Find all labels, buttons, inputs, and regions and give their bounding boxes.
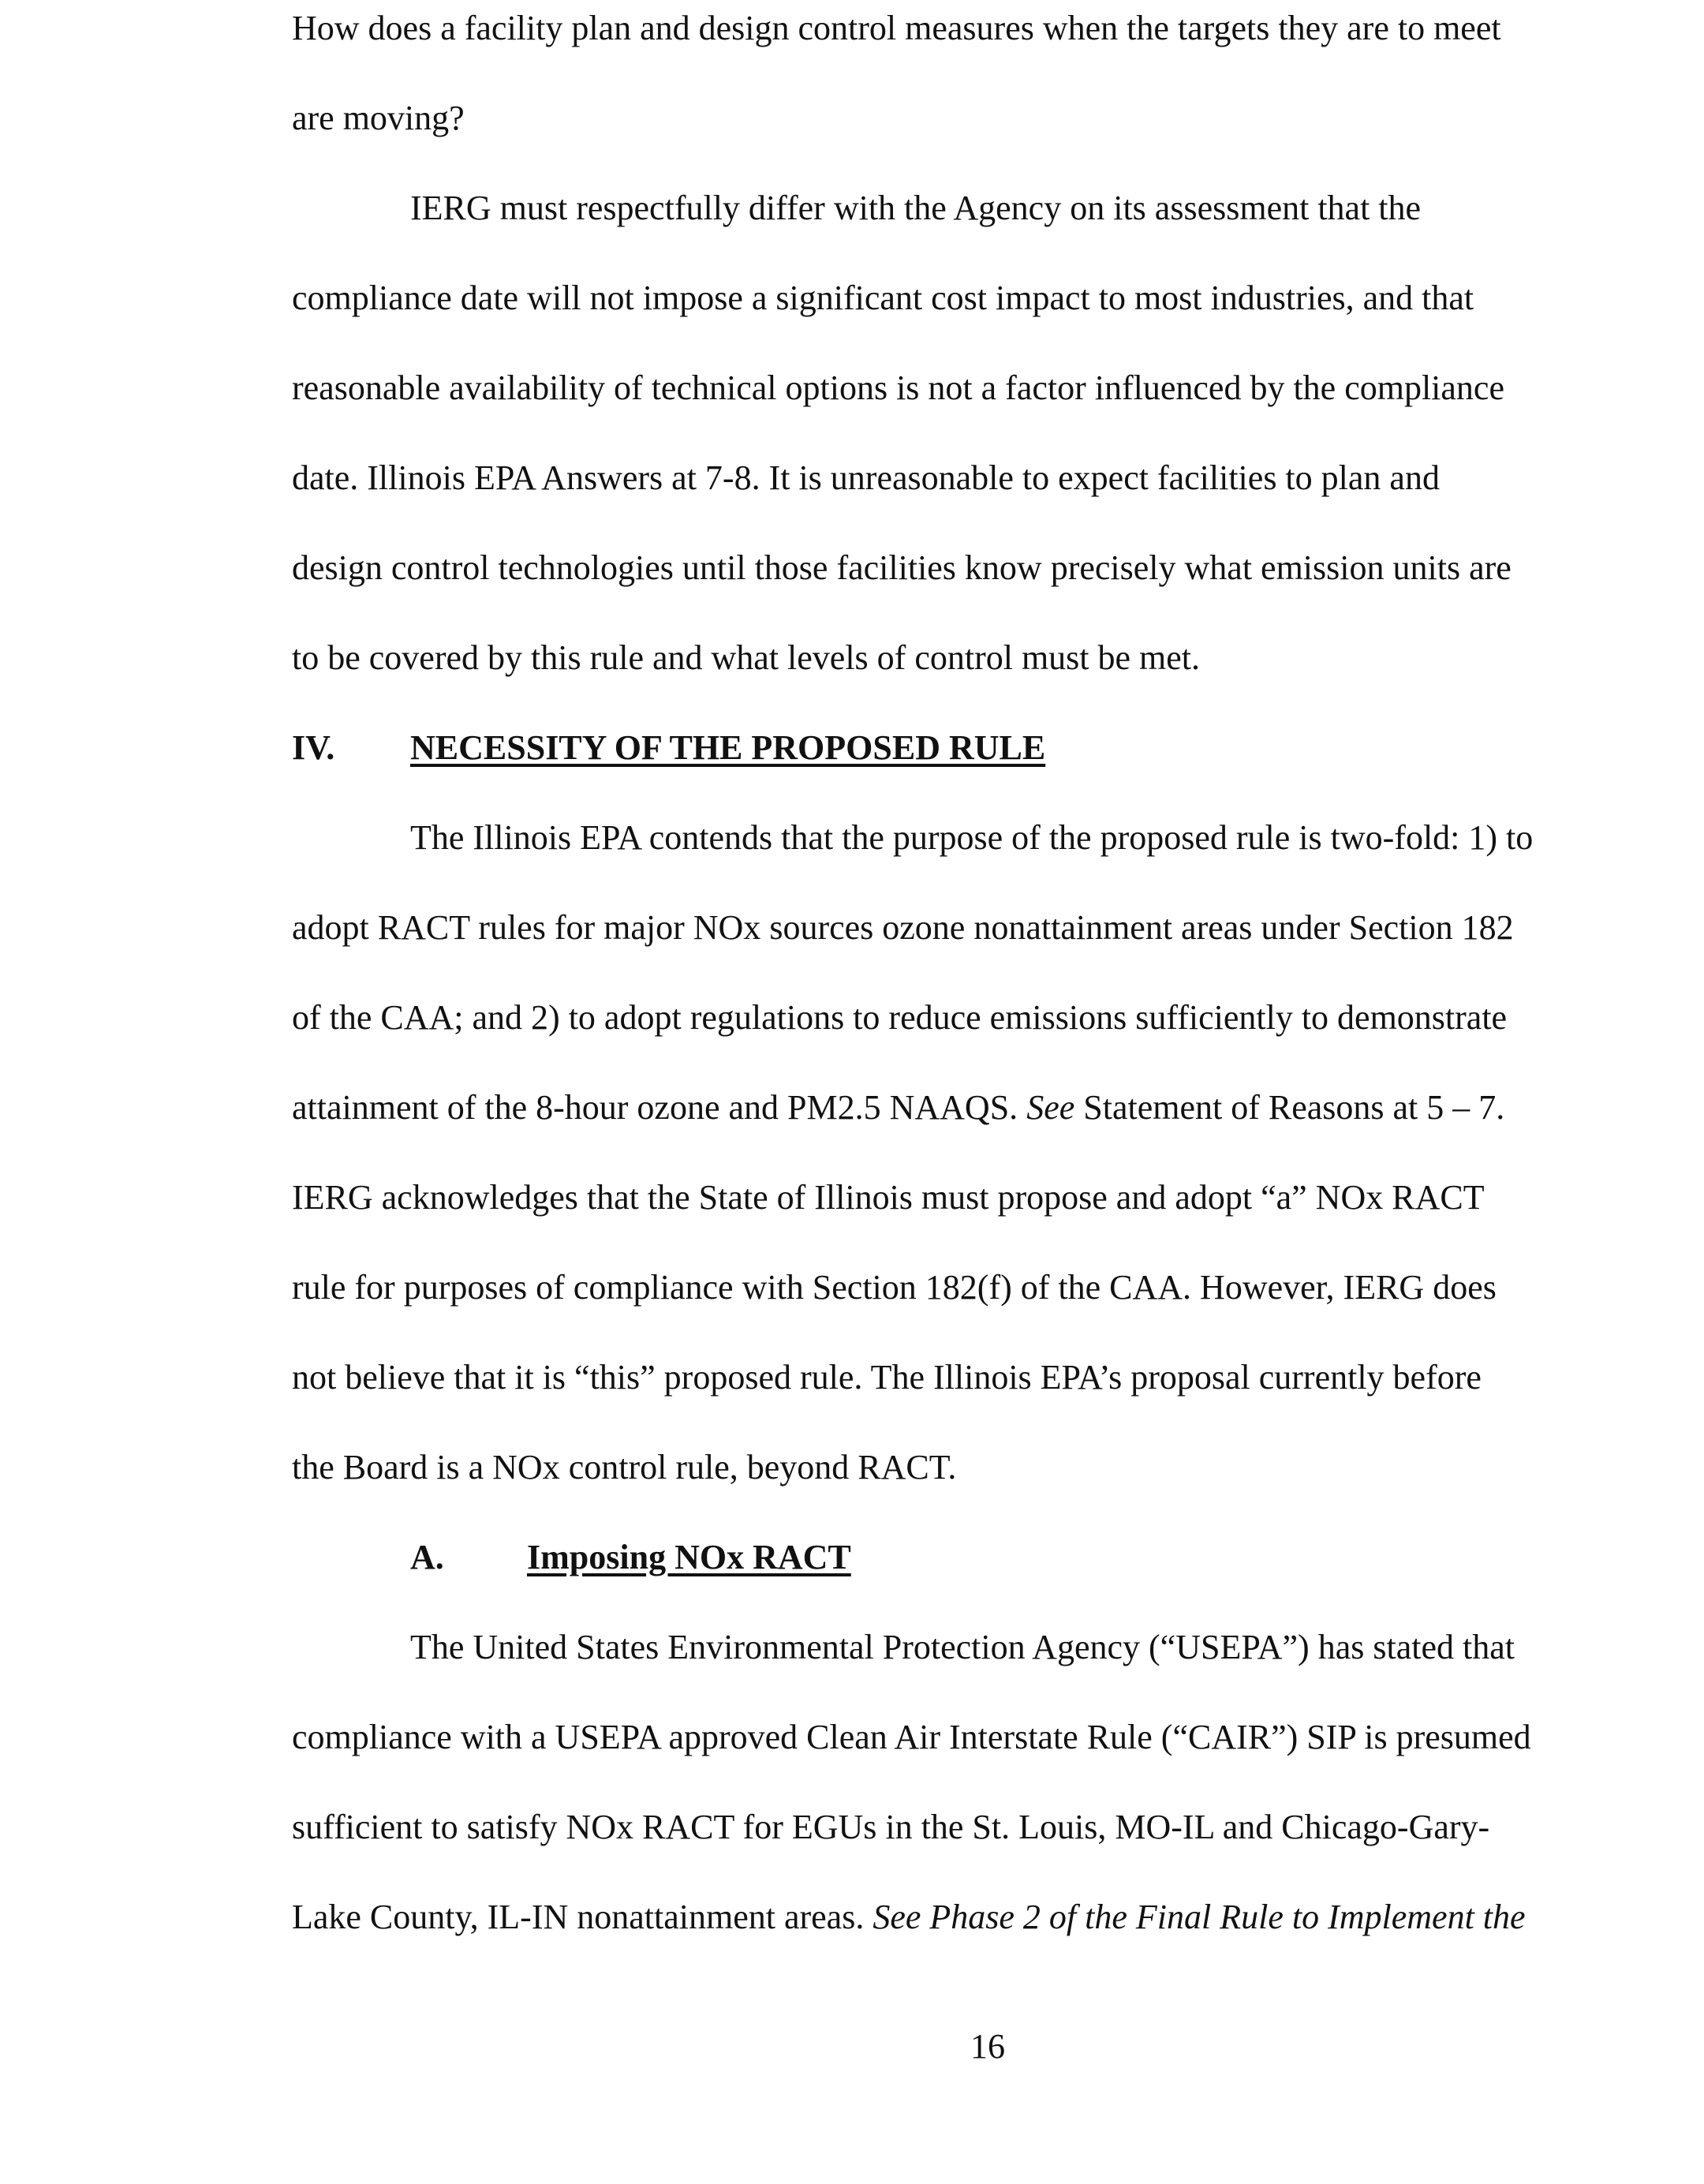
section-heading: NECESSITY OF THE PROPOSED RULE [410, 728, 1046, 767]
text-line: IERG acknowledges that the State of Illinois must propose and adopt “a” NOx RACT [292, 1178, 1485, 1217]
text-line: date. Illinois EPA Answers at 7-8. It is unreasonable to expect facilities to plan and [292, 458, 1440, 497]
section-number: IV. [292, 728, 335, 767]
citation-signal: See [1026, 1088, 1075, 1127]
text-line: How does a facility plan and design control measures when the targets they are to meet [292, 9, 1501, 47]
page-number: 16 [970, 2027, 1005, 2066]
text-line: design control technologies until those facilities know precisely what emission units are [292, 548, 1512, 587]
text-line: compliance with a USEPA approved Clean Air Interstate Rule (“CAIR”) SIP is presumed [292, 1718, 1531, 1756]
text-line: of the CAA; and 2) to adopt regulations to reduce emissions sufficiently to demonstrate [292, 998, 1508, 1037]
text-line [292, 1897, 1526, 1938]
text-line: adopt RACT rules for major NOx sources ozone nonattainment areas under Section 182 [292, 908, 1514, 947]
subsection-letter: A. [410, 1538, 444, 1576]
text-line: sufficient to satisfy NOx RACT for EGUs in the St. Louis, MO-IL and Chicago-Gary- [292, 1808, 1490, 1846]
citation-text: See Phase 2 of the Final Rule to Implement the [873, 1898, 1526, 1936]
subsection-heading: Imposing NOx RACT [527, 1538, 851, 1576]
text-line: IERG must respectfully differ with the Agency on its assessment that the [410, 189, 1422, 227]
text-run: attainment of the 8-hour ozone and PM2.5 NAAQS. [292, 1088, 1027, 1127]
text-line: the Board is a NOx control rule, beyond RACT. [292, 1448, 957, 1487]
text-line: rule for purposes of compliance with Section 182(f) of the CAA. However, IERG does [292, 1268, 1497, 1307]
text-line: not believe that it is “this” proposed rule. The Illinois EPA’s proposal currently before [292, 1358, 1482, 1397]
text-line: compliance date will not impose a significant cost impact to most industries, and that [292, 279, 1474, 317]
text-line: reasonable availability of technical options is not a factor influenced by the compliance [292, 368, 1504, 407]
text-line: The United States Environmental Protection Agency (“USEPA”) has stated that [410, 1628, 1515, 1666]
text-line [292, 1087, 1504, 1128]
text-line: are moving? [292, 99, 465, 137]
text-run: Statement of Reasons at 5 – 7. [1074, 1088, 1505, 1127]
text-run: Lake County, IL-IN nonattainment areas. [292, 1898, 873, 1936]
text-line: The Illinois EPA contends that the purpose of the proposed rule is two-fold: 1) to [410, 818, 1534, 857]
text-line: to be covered by this rule and what levels of control must be met. [292, 638, 1201, 677]
